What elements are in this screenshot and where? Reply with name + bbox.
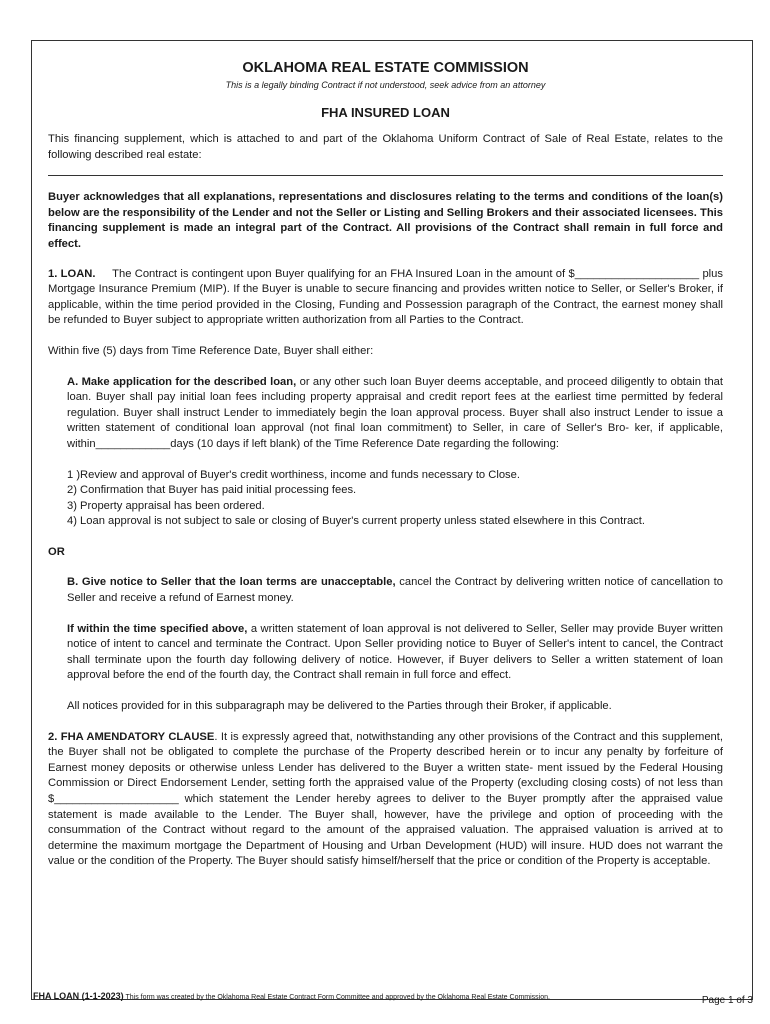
requirements-list	[67, 468, 723, 530]
option-b-heading: B. Give notice to Seller that the loan terms are unacceptable,	[67, 576, 396, 589]
list-item: 4) Loan approval is not subject to sale or closing of Buyer's current property unless stated elsewhere in this Contract.	[67, 515, 645, 528]
section-1-heading: 1. LOAN.	[48, 267, 96, 280]
section-1-loan	[48, 267, 723, 329]
footer-note: This form was created by the Oklahoma Real Estate Contract Form Committee and approved by the Oklahoma Real Estate Commission.	[125, 994, 550, 1001]
intro-paragraph: This financing supplement, which is attached to and part of the Oklahoma Uniform Contract of Sale of Real Estate, relates to the following described real estate:	[48, 133, 723, 161]
section-1-text: The Contract is contingent upon Buyer qualifying for an FHA Insured Loan in the amount of $____________________ plus Mortgage Insurance Premium (MIP). If the Buyer is unable to secure financing and provides written notice to Seller, or Seller's Broker, if applicable, within the time period provided in the Closing, Funding and Possession paragraph of the Contract, the earnest money shall be refunded to Buyer subject to appropriate written authorization from all Parties to the Contract.	[48, 267, 723, 327]
notices-paragraph: All notices provided for in this subparagraph may be delivered to the Parties through their Broker, if applicable.	[67, 700, 612, 713]
option-a-text: or any other such loan Buyer deems acceptable, and proceed diligently to obtain that loan. Buyer shall pay initial loan fees including property appraisal and credit report fees at the earliest time permitted by federal regulation. Buyer shall instruct Lender to immediately begin the loan approval process. Buyer shall also instruct Lender to issue a written statement of conditional loan approval (not final loan commitment) to Seller, in care of Seller's Bro- ker, if applicable, within____________days (10 days if left blank) of the Time Reference Date regarding the following:	[67, 375, 723, 450]
if-within-heading: If within the time specified above,	[67, 622, 248, 635]
option-a	[67, 375, 723, 453]
legal-warning: This is a legally binding Contract if not understood, seek advice from an attorney	[225, 80, 546, 90]
list-item: 1 )Review and approval of Buyer's credit worthiness, income and funds necessary to Close.	[67, 468, 520, 481]
section-2-heading: 2. FHA AMENDATORY CLAUSE	[48, 730, 215, 743]
option-b-text: cancel the Contract by delivering written notice of cancellation to Seller and receive a refund of Earnest money.	[67, 576, 723, 605]
form-id: FHA LOAN (1-1-2023)	[33, 991, 124, 1001]
real-estate-description-line[interactable]	[48, 163, 723, 176]
commission-title: OKLAHOMA REAL ESTATE COMMISSION	[242, 60, 529, 76]
if-within-paragraph	[67, 622, 723, 684]
acknowledgment-paragraph: Buyer acknowledges that all explanations, representations and disclosures relating to the terms and conditions of the loan(s) below are the responsibility of the Lender and not the Seller or Listing and Selling Brokers and their associated licensees. This financing supplement is made an integral part of the Contract. All provisions of the Contract shall remain in full force and effect.	[48, 191, 723, 250]
option-b	[67, 575, 723, 606]
list-item: 3) Property appraisal has been ordered.	[67, 499, 265, 512]
page-number: Page 1 of 3	[701, 995, 753, 1006]
if-within-text: a written statement of loan approval is not delivered to Seller, Seller may provide Buyer written notice of intent to cancel and terminate the Contract. Upon Seller providing notice to Buyer of Seller's intent to cancel, the Contract shall terminate upon the fourth day following delivery of notice. However, if Buyer delivers to Seller a written statement of loan approval before the end of the fourth day, the Contract shall remain in full force and effect.	[67, 622, 723, 682]
within-five-days: Within five (5) days from Time Reference Date, Buyer shall either:	[48, 344, 374, 357]
document-body	[48, 58, 723, 870]
form-title: FHA INSURED LOAN	[321, 105, 450, 120]
page-footer	[33, 990, 753, 1004]
section-2-text: . It is expressly agreed that, notwithstanding any other provisions of the Contract and this supplement, the Buyer shall not be obligated to complete the purchase of the Property described herein or to incur any penalty by forfeiture of Earnest money deposits or otherwise unless Lender has delivered to the Buyer a written state- ment issued by the Federal Housing Commission or Direct Endorsement Lender, setting forth the appraised value of the Property (excluding closing costs) of not less than $____________________ which statement the Lender hereby agrees to deliver to the Buyer promptly after the appraised value statement is made available to the Lender. The Buyer shall, however, have the privilege and option of proceeding with the consummation of the Contract without regard to the amount of the appraised valuation. The appraised valuation is arrived at to determine the maximum mortgage the Department of Housing and Urban Development (HUD) will insure. HUD does not warrant the value or the condition of the Property. The Buyer should satisfy himself/herself that the price or condition of the Property is acceptable.	[48, 730, 723, 868]
option-a-heading: A. Make application for the described loan,	[67, 375, 297, 388]
section-2-amendatory-clause	[48, 730, 723, 870]
or-label: OR	[48, 545, 65, 558]
list-item: 2) Confirmation that Buyer has paid initial processing fees.	[67, 484, 357, 497]
